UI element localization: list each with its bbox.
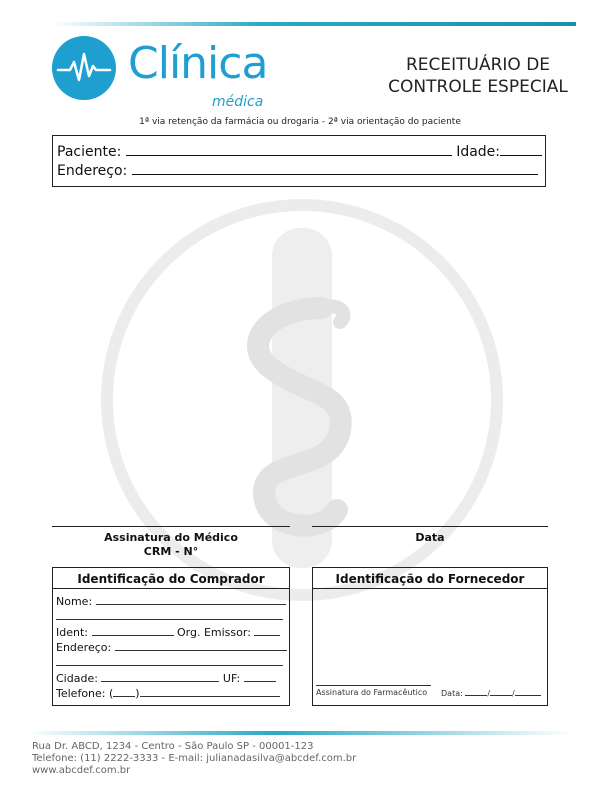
patient-row <box>57 142 542 160</box>
buyer-uf-field[interactable] <box>244 671 276 682</box>
date-signature-line[interactable] <box>312 526 548 527</box>
address-row <box>57 161 538 179</box>
footer-contact: Telefone: (11) 2222-3333 - E-mail: julianadasilva@abcdef.com.br <box>32 753 357 764</box>
buyer-city-label: Cidade: <box>56 672 98 685</box>
supplier-date-row <box>441 688 541 698</box>
buyer-phone-field[interactable] <box>140 686 280 697</box>
footer-website[interactable]: www.abcdef.com.br <box>32 765 131 776</box>
supplier-date-sep-1: / <box>487 689 491 698</box>
buyer-ident-row <box>56 625 280 639</box>
supplier-title-bar <box>313 568 547 589</box>
pharmacist-signature-line[interactable] <box>316 685 431 686</box>
buyer-address-label: Endereço: <box>56 641 112 654</box>
buyer-uf-label: UF: <box>222 672 241 685</box>
date-label: Data <box>415 531 445 544</box>
age-label: Idade: <box>456 144 501 160</box>
supplier-date-sep-2: / <box>512 689 515 698</box>
buyer-phone-row <box>56 686 280 700</box>
buyer-name-field[interactable] <box>96 594 286 605</box>
supplier-title: Identificação do Fornecedor <box>335 572 525 586</box>
buyer-ident-label: Ident: <box>56 626 88 639</box>
bottom-accent-bar <box>26 731 574 735</box>
buyer-phone-area-field[interactable] <box>113 686 135 697</box>
supplier-box <box>312 567 548 706</box>
buyer-city-row <box>56 671 276 685</box>
title-line-1: RECEITUÁRIO DE <box>405 55 551 75</box>
buyer-city-field[interactable] <box>101 671 219 682</box>
logo-subtitle: médica <box>212 94 264 110</box>
supplier-date-day[interactable] <box>465 688 487 696</box>
buyer-title-bar <box>53 568 289 589</box>
address-field[interactable] <box>132 161 538 175</box>
patient-label: Paciente: <box>57 144 122 160</box>
buyer-phone-label: Telefone: ( <box>56 687 114 700</box>
footer-address: Rua Dr. ABCD, 1234 - Centro - São Paulo SP - 00001-123 <box>32 741 314 752</box>
buyer-phone-close: ) <box>135 687 140 700</box>
buyer-address-extra-line[interactable] <box>56 665 283 666</box>
buyer-org-field[interactable] <box>254 625 280 636</box>
patient-box <box>52 135 546 187</box>
crm-label: CRM - N° <box>143 545 199 558</box>
age-field[interactable] <box>500 142 542 156</box>
pharmacist-signature-label: Assinatura do Farmacêutico <box>316 688 428 697</box>
document-title <box>380 54 576 98</box>
supplier-date-year[interactable] <box>515 688 541 696</box>
buyer-name-extra-line[interactable] <box>56 619 283 620</box>
patient-name-field[interactable] <box>126 142 452 156</box>
doctor-signature-line[interactable] <box>52 526 290 527</box>
buyer-name-row <box>56 594 286 608</box>
doctor-signature-label: Assinatura do Médico <box>104 531 238 544</box>
buyer-box <box>52 567 290 706</box>
logo-wordmark: Clínica <box>128 38 268 89</box>
buyer-title: Identificação do Comprador <box>77 572 265 586</box>
address-label: Endereço: <box>57 163 128 179</box>
top-accent-bar <box>52 22 576 26</box>
buyer-name-label: Nome: <box>56 595 93 608</box>
buyer-ident-field[interactable] <box>92 625 174 636</box>
buyer-org-label: Org. Emissor: <box>177 626 251 639</box>
supplier-date-month[interactable] <box>490 688 512 696</box>
buyer-address-row <box>56 640 287 654</box>
title-line-2: CONTROLE ESPECIAL <box>388 77 568 97</box>
buyer-address-field[interactable] <box>115 640 287 651</box>
copies-note: 1ª via retenção da farmácia ou drogaria - 2ª via orientação do paciente <box>139 117 461 127</box>
heartbeat-icon <box>52 36 116 100</box>
supplier-date-label: Data: <box>441 689 463 698</box>
